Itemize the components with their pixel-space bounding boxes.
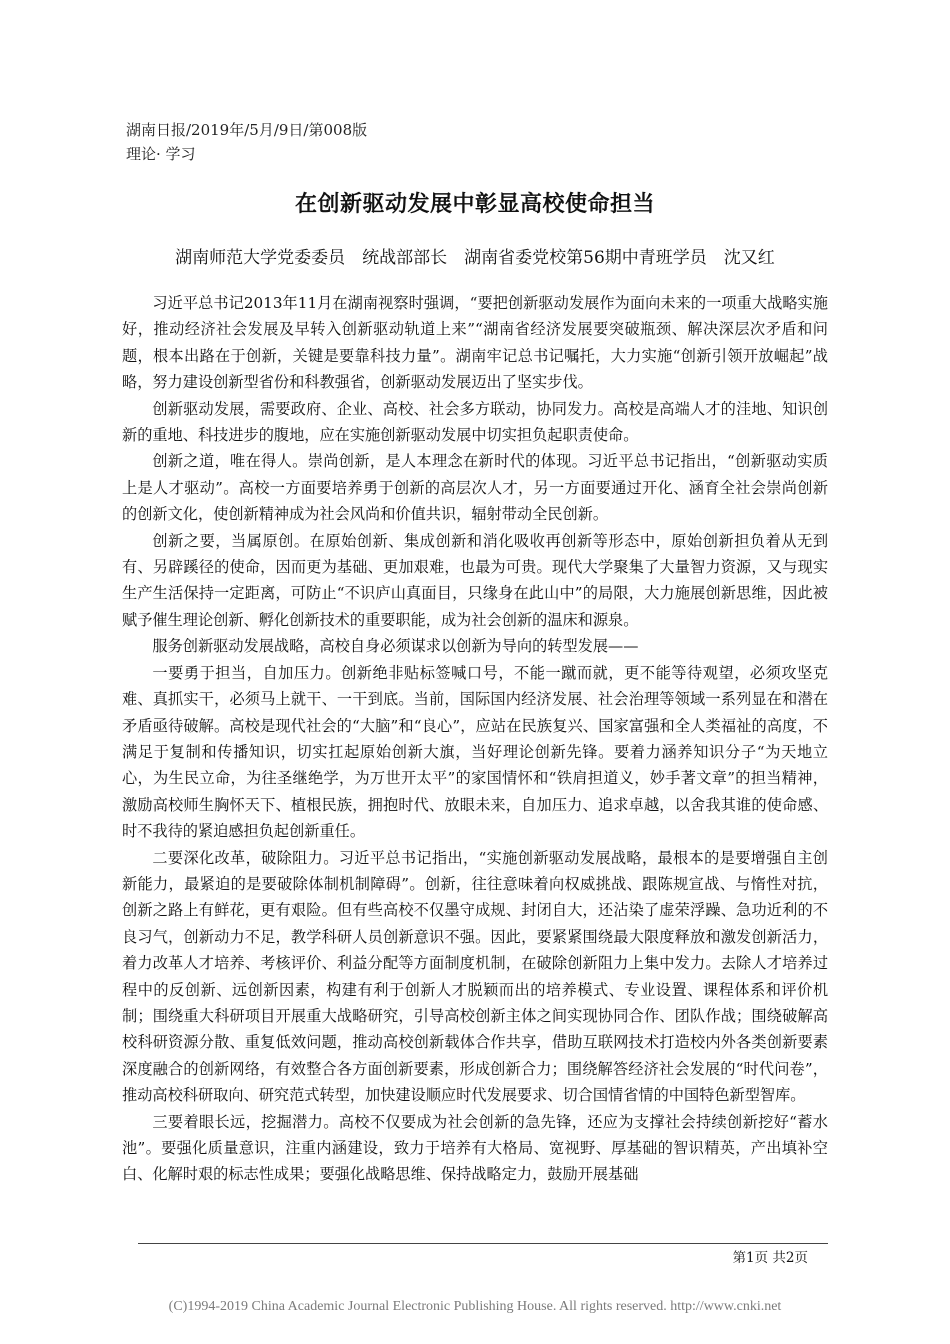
paragraph: 创新之要，当属原创。在原始创新、集成创新和消化吸收再创新等形态中，原始创新担负着从无到有、另辟蹊径的使命，因而更为基础、更加艰难，也最为可贵。现代大学聚集了大量智力资源，又与现实生产生活保持一定距离，可防止“不识庐山真面目，只缘身在此山中”的局限，大力施展创新思维，因此被赋予催生理论创新、孵化创新技术的重要职能，成为社会创新的温床和源泉。 [122, 531, 828, 629]
section-label: 理论· 学习 [126, 145, 196, 163]
source-line: 湖南日报/2019年/5月/9日/第008版 [126, 121, 368, 139]
paragraph: 创新驱动发展，需要政府、企业、高校、社会多方联动，协同发力。高校是高端人才的洼地、知识创新的重地、科技进步的腹地，应在实施创新驱动发展中切实担负起职责使命。 [122, 399, 828, 445]
article-byline: 湖南师范大学党委委员 统战部部长 湖南省委党校第56期中青班学员 沈又红 [175, 248, 775, 268]
copyright-notice: (C)1994-2019 China Academic Journal Electronic Publishing House. All rights reserved. http://www.cnki.net [168, 1299, 782, 1314]
article-body [122, 290, 828, 1188]
paragraph: 二要深化改革，破除阻力。习近平总书记指出，“实施创新驱动发展战略，最根本的是要增强自主创新能力，最紧迫的是要破除体制机制障碍”。创新，往往意味着向权威挑战、跟陈规宣战、与惰性对抗，创新之路上有鲜花，更有艰险。但有些高校不仅墨守成规、封闭自大，还沾染了虚荣浮躁、急功近利的不良习气，创新动力不足，教学科研人员创新意识不强。因此，要紧紧围绕最大限度释放和激发创新活力，着力改革人才培养、考核评价、利益分配等方面制度机制，在破除创新阻力上集中发力。去除人才培养过程中的反创新、远创新因素，构建有利于创新人才脱颖而出的培养模式、专业设置、课程体系和评价机制；围绕重大科研项目开展重大战略研究，引导高校创新主体之间实现协同合作、团队作战；围绕破解高校科研资源分散、重复低效问题，推动高校创新载体合作共享，借助互联网技术打造校内外各类创新要素深度融合的创新网络，有效整合各方面创新要素，形成创新合力；围绕解答经济社会发展的“时代问卷”，推动高校科研取向、研究范式转型，加快建设顺应时代发展要求、切合国情省情的中国特色新型智库。 [122, 848, 828, 1105]
paragraph: 创新之道，唯在得人。崇尚创新，是人本理念在新时代的体现。习近平总书记指出，“创新驱动实质上是人才驱动”。高校一方面要培养勇于创新的高层次人才，另一方面要通过开化、涵育全社会崇尚创新的创新文化，使创新精神成为社会风尚和价值共识，辐射带动全民创新。 [122, 452, 828, 524]
article-meta [126, 118, 367, 166]
article-title: 在创新驱动发展中彰显高校使命担当 [294, 192, 655, 217]
paragraph: 服务创新驱动发展战略，高校自身必须谋求以创新为导向的转型发展—— [152, 637, 639, 656]
paragraph: 一要勇于担当，自加压力。创新绝非贴标签喊口号，不能一蹴而就，更不能等待观望，必须攻坚克难、真抓实干，必须马上就干、一干到底。当前，国际国内经济发展、社会治理等领域一系列显在和潜在矛盾亟待破解。高校是现代社会的“大脑”和“良心”，应站在民族复兴、国家富强和全人类福祉的高度，不满足于复制和传播知识，切实扛起原始创新大旗，当好理论创新先锋。要着力涵养知识分子“为天地立心，为生民立命，为往圣继绝学，为万世开太平”的家国情怀和“铁肩担道义，妙手著文章”的担当精神，激励高校师生胸怀天下、植根民族，拥抱时代、放眼未来，自加压力、追求卓越，以舍我其谁的使命感、时不我待的紧迫感担负起创新重任。 [122, 663, 828, 841]
paragraph: 三要着眼长远，挖掘潜力。高校不仅要成为社会创新的急先锋，还应为支撑社会持续创新挖好“蓄水池”。要强化质量意识，注重内涵建设，致力于培养有大格局、宽视野、厚基础的智识精英，产出填补空白、化解时艰的标志性成果；要强化战略思维、保持战略定力，鼓励开展基础 [122, 1112, 828, 1184]
page-indicator: 第1页 共2页 [732, 1250, 808, 1266]
footer-divider [138, 1243, 828, 1244]
paragraph: 习近平总书记2013年11月在湖南视察时强调，“要把创新驱动发展作为面向未来的一项重大战略实施好，推动经济社会发展及早转入创新驱动轨道上来”“湖南省经济发展要突破瓶颈、解决深层次矛盾和问题，根本出路在于创新，关键是要靠科技力量”。湖南牢记总书记嘱托，大力实施“创新引领开放崛起”战略，努力建设创新型省份和科教强省，创新驱动发展迈出了坚实步伐。 [122, 294, 828, 392]
